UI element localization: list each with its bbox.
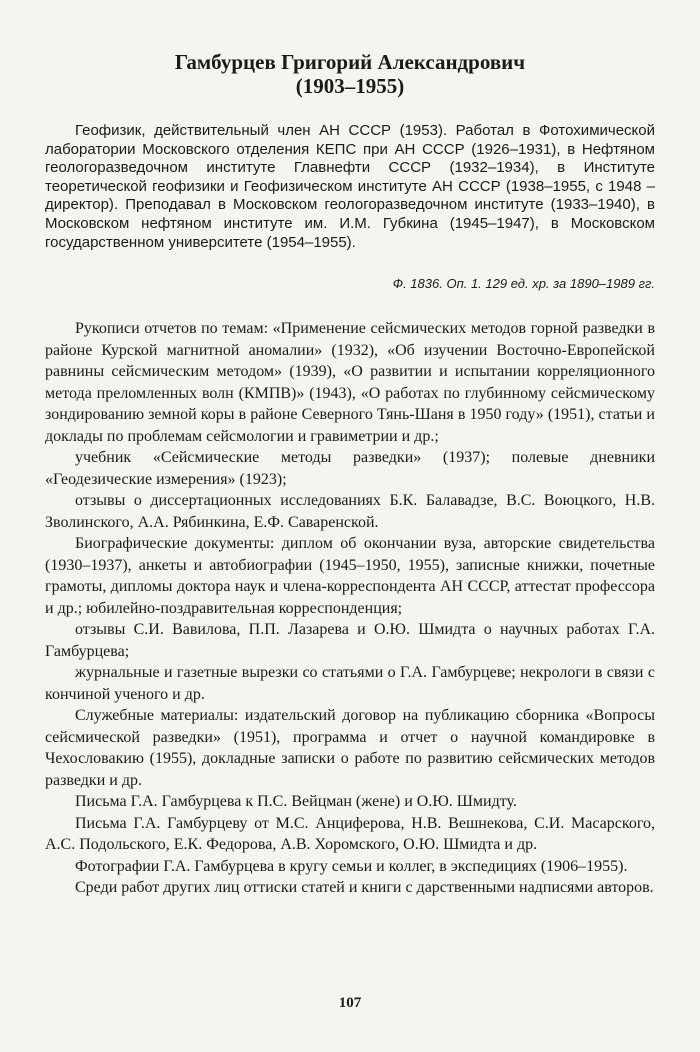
contents-paragraph: отзывы о диссертационных исследованиях Б.К. Балавадзе, В.С. Воюцкого, Н.В. Зволинского, А.А. Рябинкина, Е.Ф. Саваренской.: [45, 492, 655, 531]
biography-paragraph: Геофизик, действительный член АН СССР (1953). Работал в Фотохимической лаборатории Московского отделения КЕПС при АН СССР (1926–1931), в Нефтяном геологоразведочном институте Главнефти СССР (1932–1934), в Институте теоретической геофизики и Геофизическом институте АН СССР (1938–1955, с 1948 – директор). Преподавал в Московском геологоразведочном институте (1933–1940), в Московском нефтяном институте им. И.М. Губкина (1945–1947), в Московском государственном университете (1954–1955).: [45, 122, 655, 251]
contents-paragraph: отзывы С.И. Вавилова, П.П. Лазарева и О.Ю. Шмидта о научных работах Г.А. Гамбурцева;: [45, 621, 655, 660]
entry-heading: [0, 50, 700, 98]
life-years: (1903–1955): [295, 74, 405, 98]
contents-paragraph: Рукописи отчетов по темам: «Применение сейсмических методов горной разведки в районе Курской магнитной аномалии» (1932), «Об изучении Восточно-Европейской равнины сейсмическим методом» (1939), «О развитии и испытании корреляционного метода преломленных волн (КМПВ)» (1943), «О работах по глубинному сейсмическому зондированию земной коры в районе Северного Тянь-Шаня в 1950 году» (1951), статьи и доклады по проблемам сейсмологии и гравиметрии и др.;: [45, 320, 655, 445]
contents-paragraph: Письма Г.А. Гамбурцеву от М.С. Анциферова, Н.В. Вешнекова, С.И. Масарского, А.С. Подольского, Е.К. Федорова, А.В. Хоромского, О.Ю. Шмидта и др.: [45, 814, 655, 853]
archive-fond-reference: Ф. 1836. Оп. 1. 129 ед. хр. за 1890–1989 гг.: [392, 276, 655, 291]
contents-paragraph: журнальные и газетные вырезки со статьями о Г.А. Гамбурцеве; некрологи в связи с кончиной ученого и др.: [45, 664, 655, 703]
contents-paragraph: Фотографии Г.А. Гамбурцева в кругу семьи и коллег, в экспедициях (1906–1955).: [75, 857, 628, 875]
contents-paragraph: учебник «Сейсмические методы разведки» (1937); полевые дневники «Геодезические измерения» (1923);: [45, 449, 655, 488]
person-name: Гамбурцев Григорий Александрович: [174, 50, 526, 74]
contents-paragraph: Среди работ других лиц оттиски статей и книги с дарственными надписями авторов.: [75, 879, 654, 896]
contents-paragraph: Биографические документы: диплом об окончании вуза, авторские свидетельства (1930–1937), анкеты и автобиографии (1945–1950, 1955), записные книжки, почетные грамоты, дипломы доктора наук и члена-корреспондента АН СССР, аттестат профессора и др.; юбилейно-поздравительная корреспонденция;: [45, 535, 655, 617]
contents-paragraph: Служебные материалы: издательский договор на публикацию сборника «Вопросы сейсмической разведки» (1951), программа и отчет о научной командировке в Чехословакию (1955), докладные записки о работе по развитию сейсмических методов разведки и др.: [45, 707, 655, 789]
page-number: 107: [338, 995, 362, 1011]
contents-paragraph: Письма Г.А. Гамбурцева к П.С. Вейцман (жене) и О.Ю. Шмидту.: [75, 793, 517, 810]
fond-contents: [45, 318, 655, 899]
